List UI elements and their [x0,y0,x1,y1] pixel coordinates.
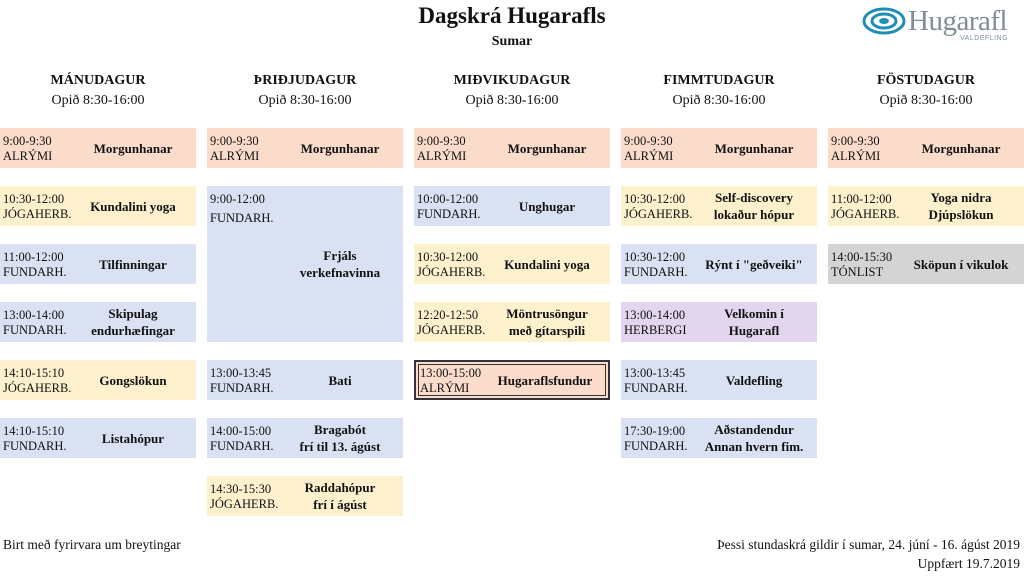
schedule-block [828,128,1024,168]
day-name: FÖSTUDAGUR [876,73,975,88]
block-time: 10:30-12:00 [624,250,686,264]
block-room: ALRÝMI [831,149,881,163]
block-time: 13:00-13:45 [210,366,272,380]
block-room: JÓGAHERB. [3,207,72,221]
block-event: Tilfinningar [99,256,167,272]
schedule-block [207,418,403,458]
block-event: Hugaraflsfundur [497,372,593,388]
day-hours: Opið 8:30-16:00 [258,93,352,108]
schedule-block [621,128,817,168]
block-time: 9:00-9:30 [831,134,880,148]
day-name: ÞRIÐJUDAGUR [253,73,357,88]
block-room: HERBERGI [624,323,687,337]
block-time: 11:00-12:00 [831,192,892,206]
schedule-block [828,186,1024,226]
day-header-tuesday [207,0,403,110]
schedule-block [828,244,1024,284]
block-event: Morgunhanar [921,140,1001,156]
schedule-block [621,360,817,400]
block-time: 14:10-15:10 [3,424,65,438]
day-header-thursday [621,0,817,110]
schedule-block [0,302,196,342]
updated-date: Uppfært 19.7.2019 [917,556,1020,571]
block-room: ALRÝMI [417,149,467,163]
schedule-block [0,360,196,400]
block-room: FUNDARH. [3,265,67,279]
block-event: Unghugar [518,198,576,214]
block-time: 13:00-13:45 [624,366,686,380]
block-room: FUNDARH. [624,439,688,453]
day-hours: Opið 8:30-16:00 [879,93,973,108]
logo-tagline: VALDEFLING [960,35,1009,42]
day-header-monday [0,0,196,110]
block-room: FUNDARH. [210,211,274,225]
block-event: Kundalini yoga [504,256,590,272]
schedule-block [414,186,610,226]
block-event: Morgunhanar [714,140,794,156]
block-event: Bragabót frí til 13. ágúst [299,422,381,454]
block-room: ALRÝMI [624,149,674,163]
block-room: FUNDARH. [210,381,274,395]
block-time: 11:00-12:00 [3,250,64,264]
block-room: JÓGAHERB. [417,323,486,337]
block-event: Morgunhanar [507,140,587,156]
block-room: TÓNLIST [831,265,884,279]
schedule-block [207,360,403,400]
block-room: FUNDARH. [624,381,688,395]
day-name: FIMMTUDAGUR [663,73,775,88]
block-time: 10:30-12:00 [417,250,479,264]
block-time: 14:30-15:30 [210,482,272,496]
page-subtitle: Sumar [491,34,533,49]
schedule-block [621,418,817,458]
block-time: 13:00-14:00 [3,308,65,322]
block-event: Sköpun í vikulok [913,256,1009,272]
block-event: Bati [328,372,352,388]
day-header-wednesday [414,0,610,110]
block-time: 10:00-12:00 [417,192,479,206]
block-event: Gongslökun [99,372,167,388]
schedule-block [414,128,610,168]
block-room: FUNDARH. [3,439,67,453]
schedule-block [207,128,403,168]
block-event: Raddahópur frí í ágúst [304,480,376,512]
schedule-block [621,186,817,226]
block-room: FUNDARH. [210,439,274,453]
block-room: ALRÝMI [210,149,260,163]
block-room: JÓGAHERB. [624,207,693,221]
block-event: Velkomin í Hugarafl [724,306,784,338]
block-time: 10:30-12:00 [624,192,686,206]
schedule-block [0,186,196,226]
validity-note: Þessi stundaskrá gildir í sumar, 24. júní - 16. ágúst 2019 [717,537,1020,552]
block-time: 14:00-15:00 [210,424,272,438]
block-room: JÓGAHERB. [417,265,486,279]
schedule-block [621,302,817,342]
block-time: 9:00-12:00 [210,192,265,206]
day-hours: Opið 8:30-16:00 [51,93,145,108]
block-time: 10:30-12:00 [3,192,65,206]
schedule-block [414,244,610,284]
schedule-block [0,128,196,168]
block-room: ALRÝMI [3,149,53,163]
block-time: 13:00-15:00 [420,366,482,380]
block-room: JÓGAHERB. [210,497,279,511]
day-name: MÁNUDAGUR [50,73,146,88]
block-event: Frjáls verkefnavinna [299,248,381,280]
block-event: Möntrusöngur með gítarspili [506,306,588,338]
schedule-block-highlighted [414,360,610,400]
day-header-friday [828,0,1024,110]
block-time: 12:20-12:50 [417,308,479,322]
day-hours: Opið 8:30-16:00 [672,93,766,108]
block-event: Valdefling [725,372,783,388]
block-room: ALRÝMI [420,381,470,395]
block-time: 17:30-19:00 [624,424,686,438]
schedule-block [0,244,196,284]
schedule-block [207,476,403,516]
logo-text: Hugarafl [908,5,1008,37]
block-event: Morgunhanar [300,140,380,156]
schedule-block [0,418,196,458]
block-time: 9:00-9:30 [3,134,52,148]
disclaimer-note: Birt með fyrirvara um breytingar [3,537,181,552]
block-time: 9:00-9:30 [624,134,673,148]
page-title: Dagskrá Hugarafls [418,3,606,28]
schedule-block [414,302,610,342]
block-room: FUNDARH. [417,207,481,221]
day-name: MIÐVIKUDAGUR [453,73,571,88]
schedule-block [207,186,403,342]
block-event: Aðstandendur Annan hvern fim. [704,422,804,454]
block-room: JÓGAHERB. [3,381,72,395]
schedule-block [621,244,817,284]
block-time: 9:00-9:30 [417,134,466,148]
block-time: 14:10-15:10 [3,366,65,380]
block-room: JÓGAHERB. [831,207,900,221]
block-event: Rýnt í "geðveiki" [705,256,803,272]
block-time: 13:00-14:00 [624,308,686,322]
block-time: 9:00-9:30 [210,134,259,148]
day-hours: Opið 8:30-16:00 [465,93,559,108]
block-time: 14:00-15:30 [831,250,893,264]
block-event: Yoga nidra Djúpslökun [928,190,994,222]
block-room: FUNDARH. [3,323,67,337]
block-event: Listahópur [101,430,165,446]
block-event: Kundalini yoga [90,198,176,214]
block-event: Morgunhanar [93,140,173,156]
block-event: Skipulag endurhæfingar [91,306,175,338]
block-room: FUNDARH. [624,265,688,279]
block-event: Self-discovery lokaður hópur [713,190,795,222]
